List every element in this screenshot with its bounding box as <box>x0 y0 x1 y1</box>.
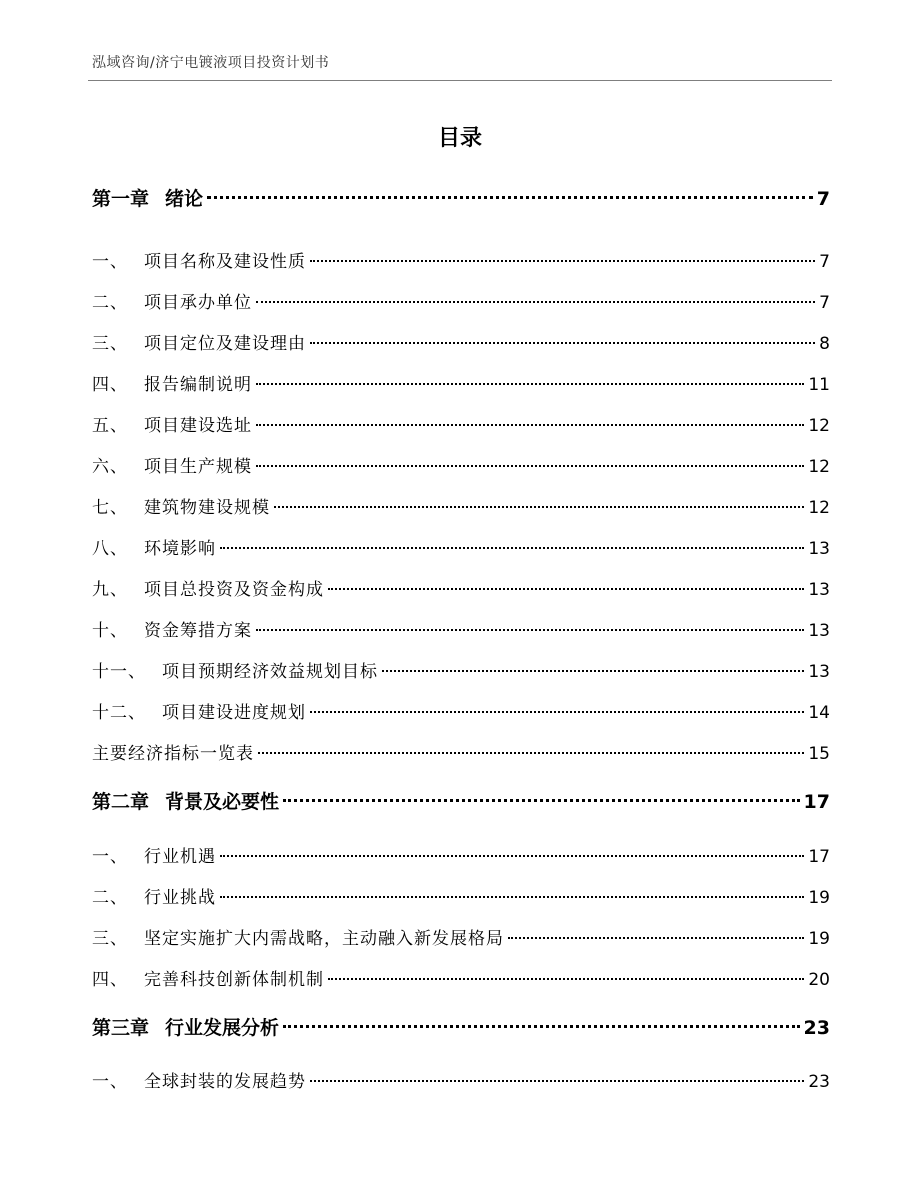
toc-section[interactable] <box>92 657 830 682</box>
toc-page-number: 23 <box>808 1072 830 1092</box>
toc-section-title: 全球封装的发展趋势 <box>144 1072 306 1092</box>
toc-page-number: 7 <box>816 188 830 210</box>
toc-section-title: 报告编制说明 <box>144 375 252 395</box>
toc-section[interactable] <box>92 411 830 436</box>
toc-page-number: 23 <box>803 1017 830 1039</box>
toc-section[interactable] <box>92 1067 830 1092</box>
toc-page-number: 8 <box>819 334 830 354</box>
toc-chapter-title: 背景及必要性 <box>165 791 280 813</box>
toc-section-title: 项目名称及建设性质 <box>144 252 306 272</box>
toc-page-number: 20 <box>808 970 830 990</box>
toc-page-number: 19 <box>808 929 830 949</box>
toc-section[interactable] <box>92 452 830 477</box>
toc-chapter-2[interactable] <box>92 787 830 814</box>
toc-section-number: 四、 <box>92 970 128 990</box>
toc-section-title: 项目建设选址 <box>144 416 252 436</box>
toc-leader-dots <box>274 506 804 508</box>
toc-section[interactable] <box>92 329 830 354</box>
toc-section[interactable] <box>92 493 830 518</box>
toc-section[interactable] <box>92 247 830 272</box>
toc-section[interactable] <box>92 575 830 600</box>
toc-section[interactable] <box>92 739 830 764</box>
toc-section-number: 八、 <box>92 539 128 559</box>
toc-section[interactable] <box>92 534 830 559</box>
toc-leader-dots <box>310 711 804 713</box>
toc-chapter-title: 行业发展分析 <box>165 1017 280 1039</box>
toc-section-title: 完善科技创新体制机制 <box>144 970 324 990</box>
toc-section-number: 十、 <box>92 621 128 641</box>
toc-page-number: 17 <box>808 847 830 867</box>
toc-chapter-number: 第一章 <box>92 188 150 210</box>
toc-leader-dots <box>258 752 804 754</box>
toc-section-number: 二、 <box>92 888 128 908</box>
toc-page-number: 13 <box>808 662 830 682</box>
toc-section-number: 三、 <box>92 929 128 949</box>
toc-leader-dots <box>382 670 804 672</box>
toc-section[interactable] <box>92 965 830 990</box>
toc-section[interactable] <box>92 698 830 723</box>
toc-leader-dots <box>328 588 804 590</box>
toc-section[interactable] <box>92 370 830 395</box>
toc-page-number: 12 <box>808 416 830 436</box>
toc-section-title: 项目总投资及资金构成 <box>144 580 324 600</box>
toc-section-title: 坚定实施扩大内需战略，主动融入新发展格局 <box>144 929 504 949</box>
toc-section-number: 三、 <box>92 334 128 354</box>
toc-leader-dots <box>220 855 804 857</box>
toc-section-title: 项目定位及建设理由 <box>144 334 306 354</box>
toc-section-number: 一、 <box>92 847 128 867</box>
header-divider <box>88 80 832 81</box>
toc-leader-dots <box>256 629 804 631</box>
toc-section-number: 十一、 <box>92 662 146 682</box>
toc-section-title: 主要经济指标一览表 <box>92 744 254 764</box>
toc-page-number: 12 <box>808 457 830 477</box>
toc-section-number: 十二、 <box>92 703 146 723</box>
toc-section-number: 五、 <box>92 416 128 436</box>
toc-section[interactable] <box>92 842 830 867</box>
toc-section-title: 行业机遇 <box>144 847 216 867</box>
toc-section-title: 环境影响 <box>144 539 216 559</box>
toc-page-number: 7 <box>819 252 830 272</box>
toc-section-title: 项目生产规模 <box>144 457 252 477</box>
toc-leader-dots <box>283 799 800 802</box>
toc-section[interactable] <box>92 883 830 908</box>
toc-title: 目录 <box>437 126 482 151</box>
toc-leader-dots <box>310 260 815 262</box>
toc-section-number: 一、 <box>92 1072 128 1092</box>
toc-section-number: 七、 <box>92 498 128 518</box>
toc-chapter-title: 绪论 <box>165 188 204 210</box>
toc-page-number: 13 <box>808 621 830 641</box>
toc-leader-dots <box>310 342 815 344</box>
toc-chapter-number: 第二章 <box>92 791 150 813</box>
toc-section-number: 二、 <box>92 293 128 313</box>
toc-section[interactable] <box>92 288 830 313</box>
toc-chapter-1[interactable] <box>92 184 830 211</box>
toc-section-title: 项目建设进度规划 <box>162 703 306 723</box>
toc-page-number: 13 <box>808 539 830 559</box>
toc-chapter-number: 第三章 <box>92 1017 150 1039</box>
toc-page-number: 15 <box>808 744 830 764</box>
toc-section-title: 项目预期经济效益规划目标 <box>162 662 378 682</box>
toc-leader-dots <box>508 937 804 939</box>
toc-page-number: 14 <box>808 703 830 723</box>
toc-section-title: 项目承办单位 <box>144 293 252 313</box>
toc-section-number: 九、 <box>92 580 128 600</box>
toc-leader-dots <box>220 896 804 898</box>
toc-leader-dots <box>256 465 804 467</box>
toc-page-number: 11 <box>808 375 830 395</box>
toc-chapter-3[interactable] <box>92 1013 830 1040</box>
toc-leader-dots <box>310 1080 804 1082</box>
toc-page-number: 17 <box>803 791 830 813</box>
toc-section-title: 行业挑战 <box>144 888 216 908</box>
toc-section[interactable] <box>92 924 830 949</box>
toc-leader-dots <box>256 301 815 303</box>
toc-section-title: 资金筹措方案 <box>144 621 252 641</box>
toc-leader-dots <box>256 424 804 426</box>
toc-section-number: 四、 <box>92 375 128 395</box>
toc-page-number: 7 <box>819 293 830 313</box>
toc-leader-dots <box>256 383 804 385</box>
toc-section-number: 一、 <box>92 252 128 272</box>
toc-leader-dots <box>207 196 813 199</box>
toc-leader-dots <box>328 978 804 980</box>
toc-section-number: 六、 <box>92 457 128 477</box>
toc-page-number: 12 <box>808 498 830 518</box>
toc-section-title: 建筑物建设规模 <box>144 498 270 518</box>
toc-leader-dots <box>220 547 804 549</box>
toc-leader-dots <box>283 1025 800 1028</box>
toc-page-number: 19 <box>808 888 830 908</box>
toc-page-number: 13 <box>808 580 830 600</box>
toc-section[interactable] <box>92 616 830 641</box>
running-header: 泓域咨询/济宁电镀液项目投资计划书 <box>92 55 330 71</box>
